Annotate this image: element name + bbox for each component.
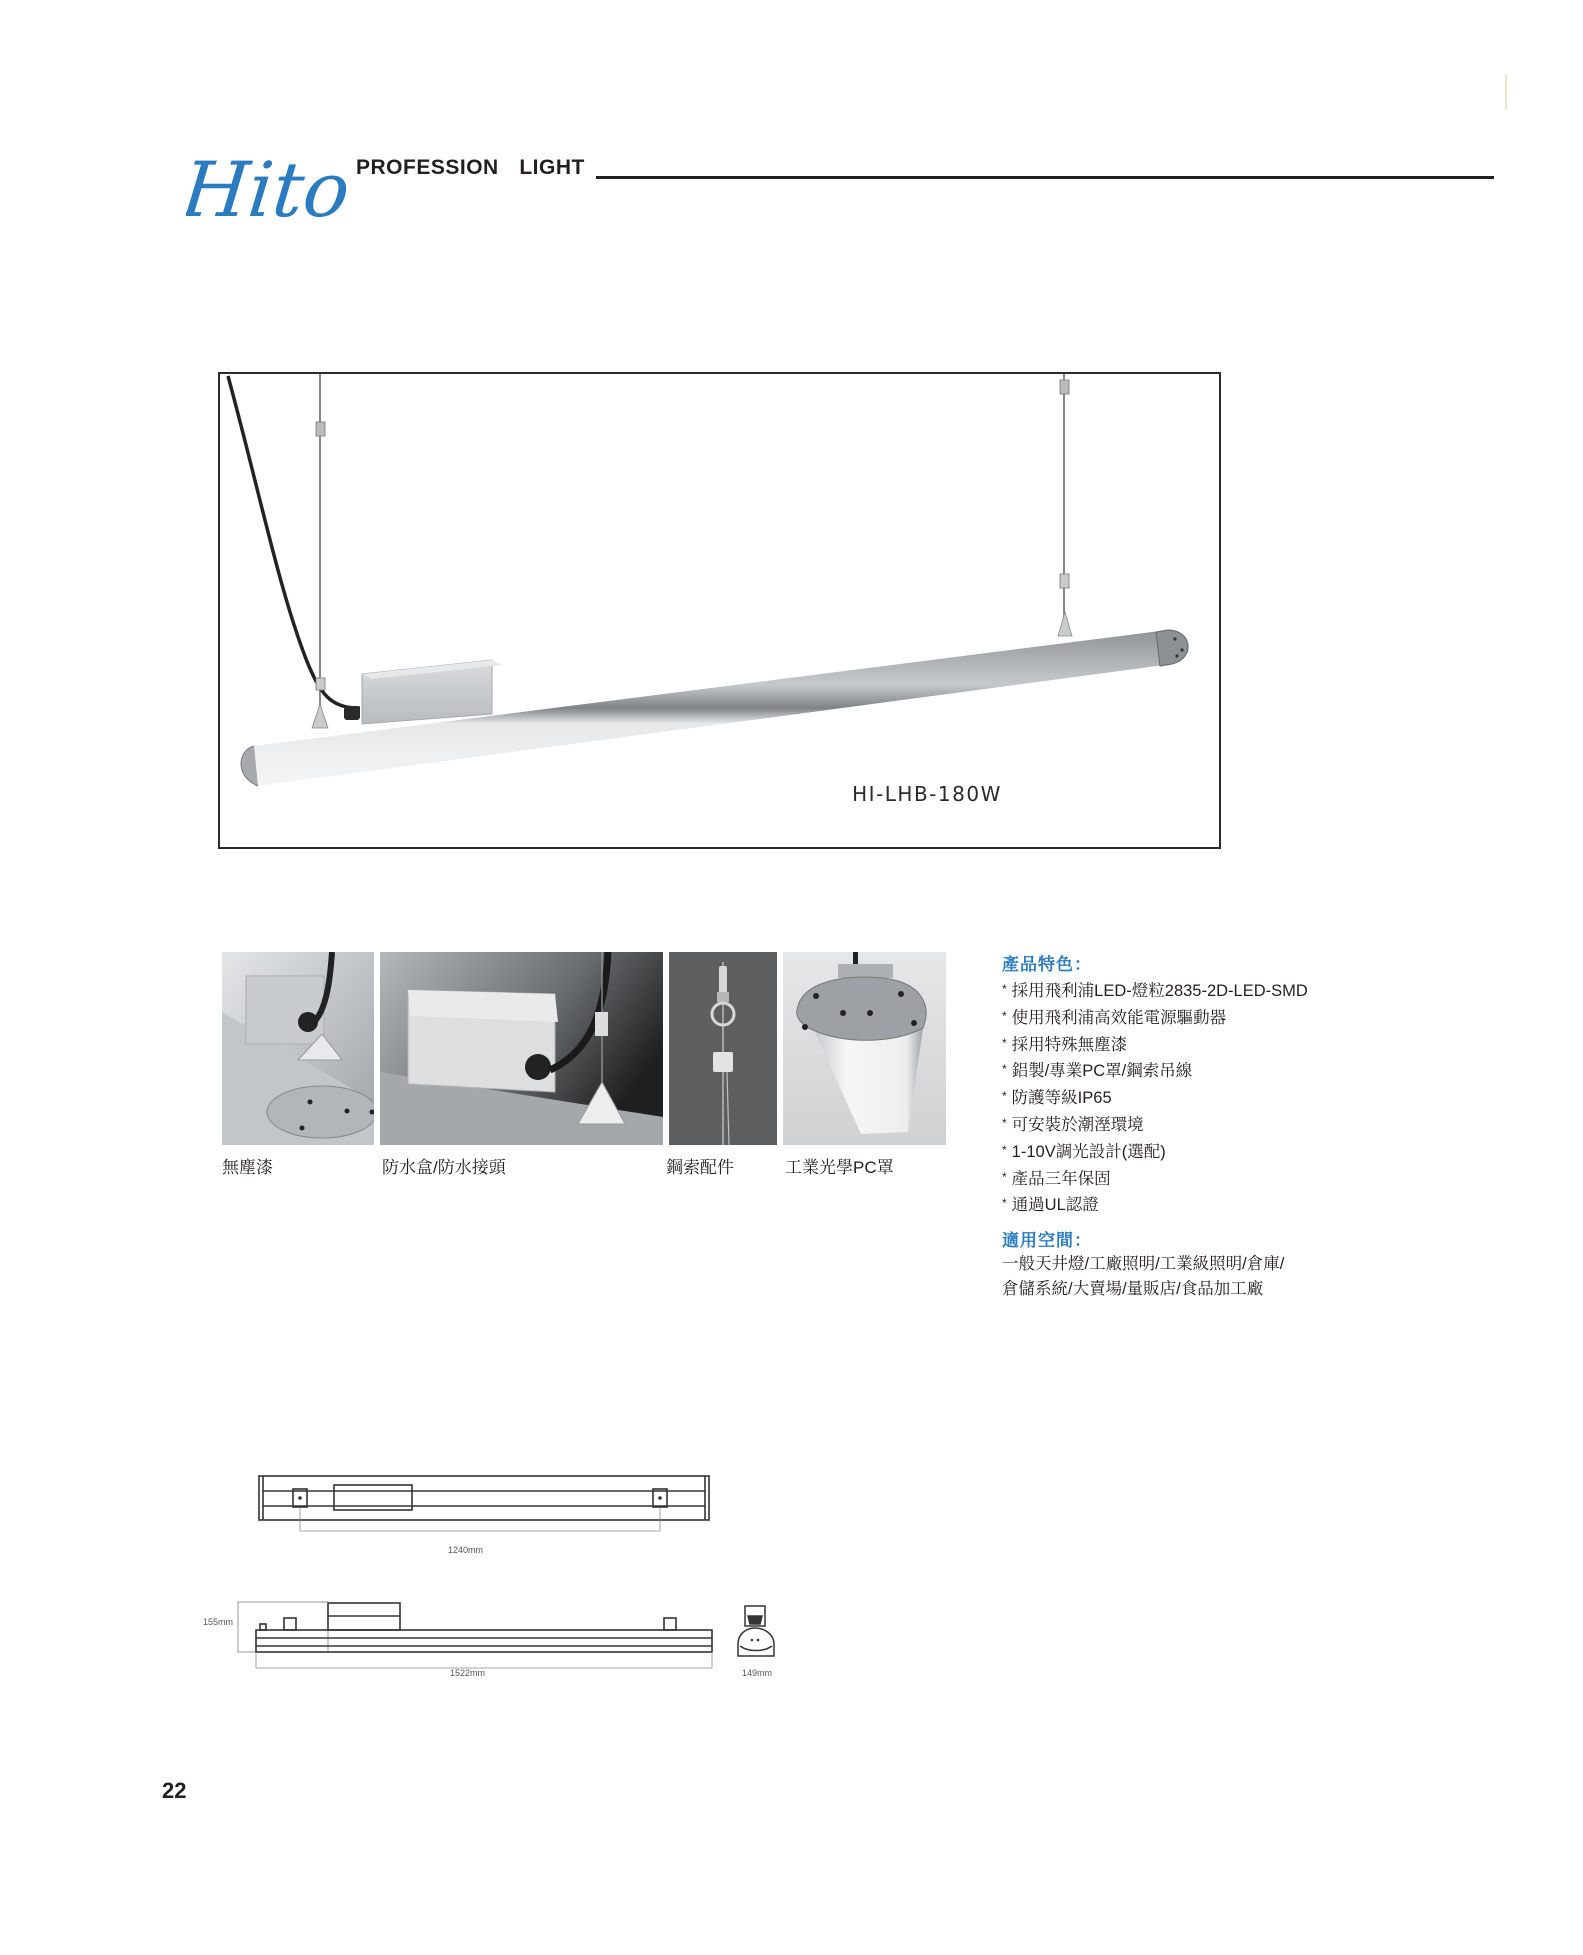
logo-text: Hito xyxy=(186,145,346,234)
driver-box xyxy=(344,660,502,724)
features-heading: 產品特色： xyxy=(1002,955,1092,974)
feature-text: 防護等級IP65 xyxy=(1011,1089,1112,1108)
bullet: * xyxy=(1002,1196,1007,1211)
applications-line: 一般天井燈/工廠照明/工業級照明/倉庫/ xyxy=(1002,1255,1285,1273)
feature-item xyxy=(1002,1084,1308,1111)
feature-text: 採用特殊無塵漆 xyxy=(1011,1035,1128,1054)
applications-heading: 適用空間： xyxy=(1002,1231,1092,1250)
dim-height: 155mm xyxy=(203,1617,234,1627)
feature-text: 產品三年保固 xyxy=(1011,1169,1111,1188)
header-rule xyxy=(596,176,1494,179)
bullet: * xyxy=(1002,1062,1007,1077)
feature-text: 鋁製/專業PC罩/鋼索吊線 xyxy=(1011,1062,1193,1081)
bullet: * xyxy=(1002,1169,1007,1184)
model-number: HI-LHB-180W xyxy=(852,782,1002,806)
steel-cable-fitting-photo xyxy=(669,952,777,1145)
feature-item xyxy=(1002,1165,1308,1192)
feature-text: 可安裝於潮溼環境 xyxy=(1011,1115,1144,1134)
feature-text: 使用飛利浦高效能電源驅動器 xyxy=(1011,1008,1227,1027)
feature-item xyxy=(1002,1138,1308,1165)
hito-logo xyxy=(186,138,346,238)
bullet: * xyxy=(1002,982,1007,996)
thumb-pc-cover xyxy=(783,952,946,1145)
pc-cover-photo xyxy=(783,952,946,1145)
feature-text: 通過UL認證 xyxy=(1011,1196,1099,1215)
dustproof-paint-photo xyxy=(222,952,374,1145)
applications-text xyxy=(1002,1252,1362,1302)
thumb-steel-cable xyxy=(669,952,777,1145)
top-view-drawing xyxy=(255,1474,715,1539)
hero-product-photo xyxy=(218,372,1221,849)
bullet: * xyxy=(1002,1008,1007,1023)
thumb-waterproof-box xyxy=(380,952,663,1145)
feature-item xyxy=(1002,1031,1308,1058)
page-number: 22 xyxy=(162,1778,187,1803)
dim-length: 1522mm xyxy=(450,1668,486,1678)
dim-width: 149mm xyxy=(742,1668,773,1678)
bullet: * xyxy=(1002,1115,1007,1130)
feature-item xyxy=(1002,1057,1308,1084)
caption-steel-cable: 鋼索配件 xyxy=(666,1158,734,1177)
feature-item xyxy=(1002,1191,1308,1218)
feature-item xyxy=(1002,1111,1308,1138)
features-list xyxy=(1002,977,1308,1218)
caption-waterproof-box: 防水盒/防水接頭 xyxy=(382,1158,506,1177)
feature-item xyxy=(1002,977,1308,1004)
feature-item xyxy=(1002,1004,1308,1031)
bullet: * xyxy=(1002,1089,1007,1104)
thumb-dustproof-paint xyxy=(222,952,374,1145)
corner-mark xyxy=(1505,74,1507,110)
bullet: * xyxy=(1002,1142,1007,1157)
applications-line: 倉儲系統/大賣場/量販店/食品加工廠 xyxy=(1002,1280,1264,1298)
feature-text: 採用飛利浦LED-燈粒2835-2D-LED-SMD xyxy=(1011,982,1308,1000)
end-view-drawing xyxy=(734,1604,782,1675)
power-cable xyxy=(228,376,360,708)
dim-hanger-spacing: 1240mm xyxy=(448,1545,484,1555)
bullet: * xyxy=(1002,1035,1007,1050)
tagline: PROFESSION LIGHT xyxy=(356,156,585,179)
caption-pc-cover: 工業光學PC罩 xyxy=(785,1158,894,1177)
left-hanger-bracket xyxy=(312,704,328,728)
waterproof-box-photo xyxy=(380,952,663,1145)
linear-high-bay-illustration xyxy=(220,374,1221,849)
caption-dustproof-paint: 無塵漆 xyxy=(222,1158,273,1177)
feature-text: 1-10V調光設計(選配) xyxy=(1011,1142,1166,1161)
right-hanger-bracket xyxy=(1058,612,1072,636)
